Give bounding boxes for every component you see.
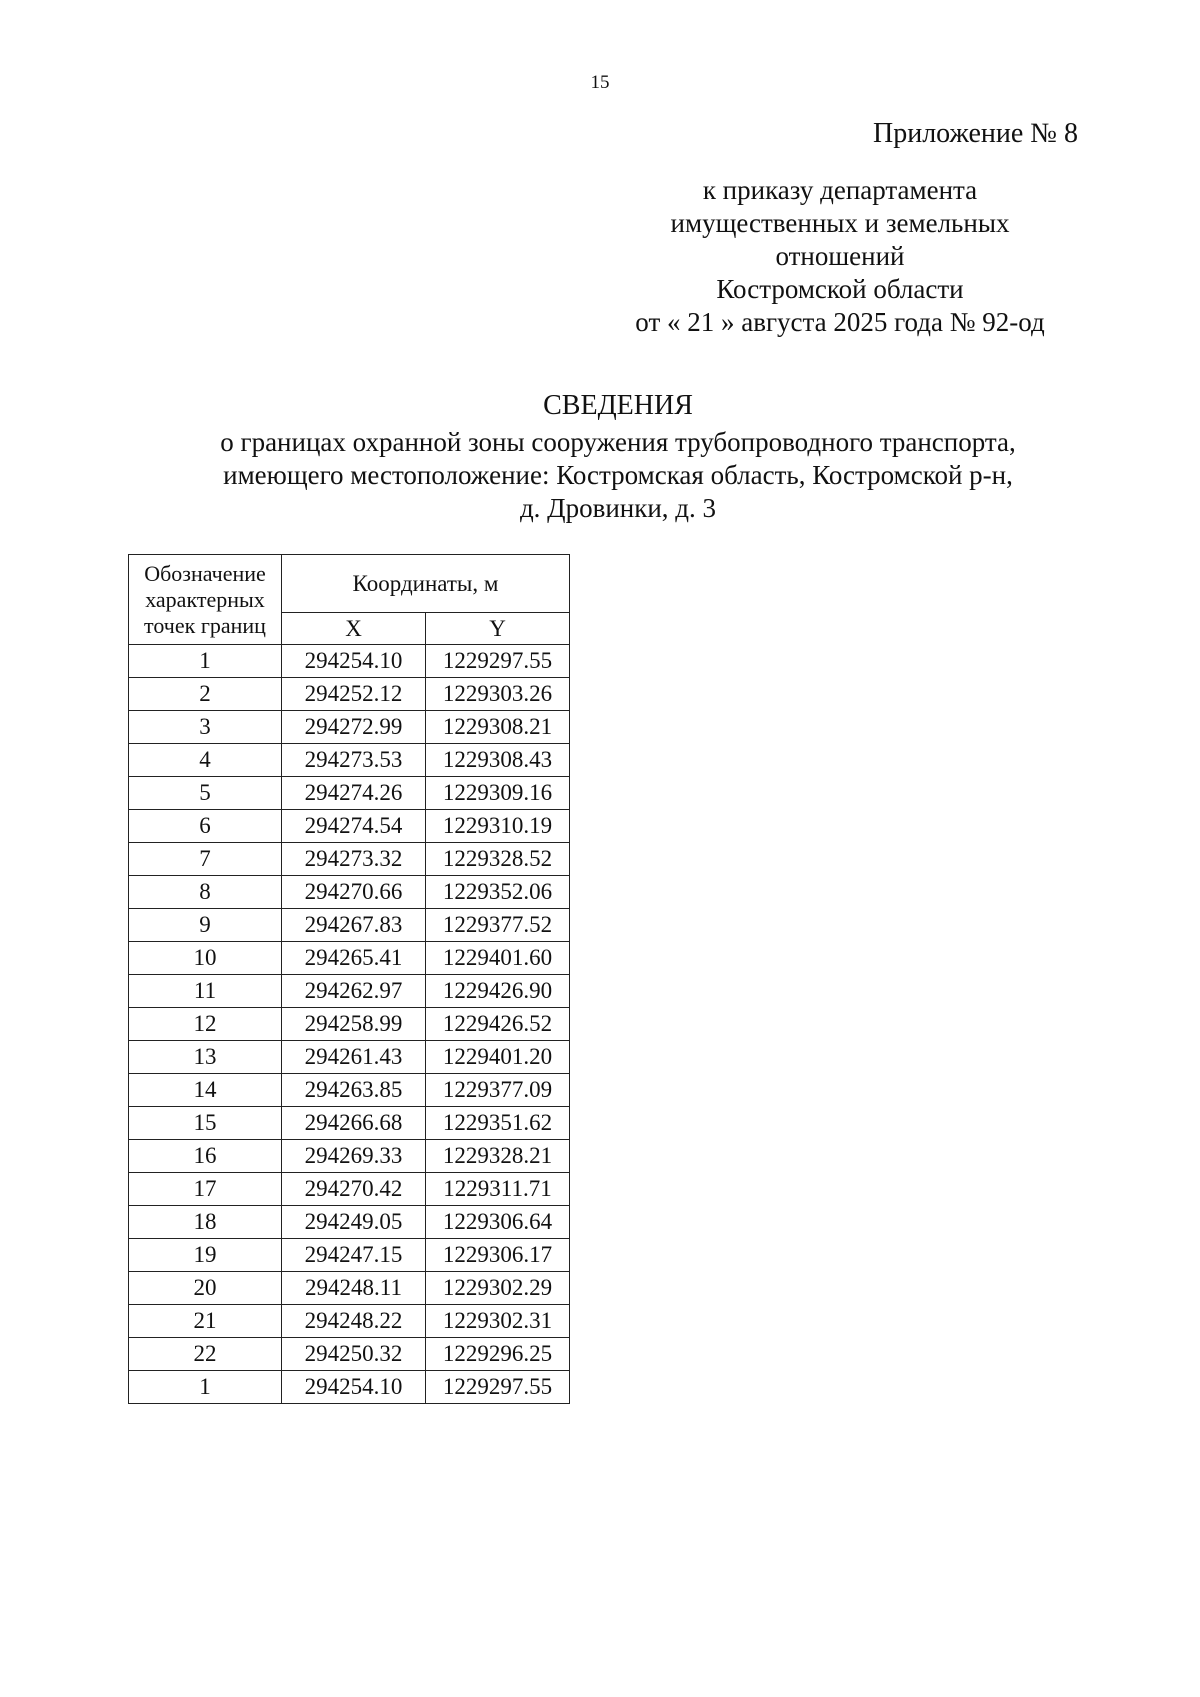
x-coordinate-cell: 294254.10 xyxy=(282,1371,426,1404)
x-coordinate-cell: 294270.66 xyxy=(282,876,426,909)
designation-header-line: характерных xyxy=(145,586,265,612)
point-number-cell: 22 xyxy=(129,1338,282,1371)
table-row xyxy=(129,1239,570,1272)
y-header: Y xyxy=(426,613,570,645)
x-coordinate-cell: 294269.33 xyxy=(282,1140,426,1173)
point-number-cell: 11 xyxy=(129,975,282,1008)
y-coordinate-cell: 1229306.64 xyxy=(426,1206,570,1239)
page-number: 15 xyxy=(590,72,610,93)
point-number-cell: 13 xyxy=(129,1041,282,1074)
order-line: имущественных и земельных xyxy=(670,208,1010,238)
table-row xyxy=(129,942,570,975)
y-coordinate-cell: 1229351.62 xyxy=(426,1107,570,1140)
table-row xyxy=(129,1206,570,1239)
point-number-cell: 17 xyxy=(129,1173,282,1206)
point-number-cell: 18 xyxy=(129,1206,282,1239)
y-coordinate-cell: 1229401.20 xyxy=(426,1041,570,1074)
y-coordinate-cell: 1229308.43 xyxy=(426,744,570,777)
table-row xyxy=(129,744,570,777)
table-row xyxy=(129,1041,570,1074)
subtitle-line: имеющего местоположение: Костромская область, Костромской р-н, xyxy=(223,460,1013,490)
designation-header-line: точек границ xyxy=(144,612,266,638)
table-row xyxy=(129,1173,570,1206)
table-row xyxy=(129,645,570,678)
point-number-cell: 1 xyxy=(129,645,282,678)
point-number-cell: 6 xyxy=(129,810,282,843)
x-coordinate-cell: 294273.32 xyxy=(282,843,426,876)
point-number-cell: 20 xyxy=(129,1272,282,1305)
order-line: к приказу департамента xyxy=(702,175,978,205)
x-coordinate-cell: 294265.41 xyxy=(282,942,426,975)
table-row xyxy=(129,1140,570,1173)
x-header: X xyxy=(282,613,426,645)
point-number-cell: 3 xyxy=(129,711,282,744)
y-coordinate-cell: 1229328.52 xyxy=(426,843,570,876)
y-coordinate-cell: 1229308.21 xyxy=(426,711,570,744)
table-row xyxy=(129,777,570,810)
table-row xyxy=(129,1338,570,1371)
table-row xyxy=(129,1371,570,1404)
y-coordinate-cell: 1229426.90 xyxy=(426,975,570,1008)
table-row xyxy=(129,678,570,711)
table-row xyxy=(129,711,570,744)
table-row xyxy=(129,1305,570,1338)
y-coordinate-cell: 1229401.60 xyxy=(426,942,570,975)
point-number-cell: 12 xyxy=(129,1008,282,1041)
point-number-cell: 21 xyxy=(129,1305,282,1338)
x-coordinate-cell: 294248.11 xyxy=(282,1272,426,1305)
point-number-cell: 8 xyxy=(129,876,282,909)
order-reference xyxy=(600,174,1080,339)
x-coordinate-cell: 294273.53 xyxy=(282,744,426,777)
designation-header xyxy=(129,555,282,645)
y-coordinate-cell: 1229306.17 xyxy=(426,1239,570,1272)
document-heading: СВЕДЕНИЯ xyxy=(543,390,693,421)
x-coordinate-cell: 294247.15 xyxy=(282,1239,426,1272)
table-body xyxy=(129,645,570,1404)
table-row xyxy=(129,909,570,942)
x-coordinate-cell: 294252.12 xyxy=(282,678,426,711)
subtitle-line: д. Дровинки, д. 3 xyxy=(519,493,717,523)
subtitle-line: о границах охранной зоны сооружения трубопроводного транспорта, xyxy=(220,427,1016,457)
y-coordinate-cell: 1229377.09 xyxy=(426,1074,570,1107)
point-number-cell: 4 xyxy=(129,744,282,777)
y-coordinate-cell: 1229310.19 xyxy=(426,810,570,843)
x-coordinate-cell: 294274.26 xyxy=(282,777,426,810)
x-coordinate-cell: 294272.99 xyxy=(282,711,426,744)
point-number-cell: 16 xyxy=(129,1140,282,1173)
table-row xyxy=(129,1074,570,1107)
point-number-cell: 10 xyxy=(129,942,282,975)
table-row xyxy=(129,1272,570,1305)
x-coordinate-cell: 294263.85 xyxy=(282,1074,426,1107)
x-coordinate-cell: 294261.43 xyxy=(282,1041,426,1074)
coordinates-table xyxy=(128,554,570,1404)
x-coordinate-cell: 294262.97 xyxy=(282,975,426,1008)
y-coordinate-cell: 1229311.71 xyxy=(426,1173,570,1206)
x-coordinate-cell: 294254.10 xyxy=(282,645,426,678)
y-coordinate-cell: 1229309.16 xyxy=(426,777,570,810)
x-coordinate-cell: 294267.83 xyxy=(282,909,426,942)
x-coordinate-cell: 294250.32 xyxy=(282,1338,426,1371)
table-row xyxy=(129,1008,570,1041)
x-coordinate-cell: 294274.54 xyxy=(282,810,426,843)
appendix-title: Приложение № 8 xyxy=(873,118,1078,149)
point-number-cell: 15 xyxy=(129,1107,282,1140)
table-row xyxy=(129,975,570,1008)
x-coordinate-cell: 294270.42 xyxy=(282,1173,426,1206)
y-coordinate-cell: 1229426.52 xyxy=(426,1008,570,1041)
table-row xyxy=(129,1107,570,1140)
point-number-cell: 5 xyxy=(129,777,282,810)
table-row xyxy=(129,876,570,909)
y-coordinate-cell: 1229297.55 xyxy=(426,1371,570,1404)
y-coordinate-cell: 1229377.52 xyxy=(426,909,570,942)
designation-header-line: Обозначение xyxy=(144,560,266,586)
x-coordinate-cell: 294266.68 xyxy=(282,1107,426,1140)
point-number-cell: 1 xyxy=(129,1371,282,1404)
x-coordinate-cell: 294258.99 xyxy=(282,1008,426,1041)
table-row xyxy=(129,810,570,843)
point-number-cell: 19 xyxy=(129,1239,282,1272)
x-coordinate-cell: 294249.05 xyxy=(282,1206,426,1239)
coordinates-header: Координаты, м xyxy=(282,555,570,613)
y-coordinate-cell: 1229303.26 xyxy=(426,678,570,711)
y-coordinate-cell: 1229297.55 xyxy=(426,645,570,678)
y-coordinate-cell: 1229328.21 xyxy=(426,1140,570,1173)
x-coordinate-cell: 294248.22 xyxy=(282,1305,426,1338)
y-coordinate-cell: 1229352.06 xyxy=(426,876,570,909)
point-number-cell: 9 xyxy=(129,909,282,942)
y-coordinate-cell: 1229296.25 xyxy=(426,1338,570,1371)
table-row xyxy=(129,843,570,876)
order-line: отношений xyxy=(775,241,905,271)
order-line: от « 21 » августа 2025 года № 92-од xyxy=(635,307,1045,337)
point-number-cell: 2 xyxy=(129,678,282,711)
document-subtitle xyxy=(150,426,1086,525)
y-coordinate-cell: 1229302.31 xyxy=(426,1305,570,1338)
y-coordinate-cell: 1229302.29 xyxy=(426,1272,570,1305)
point-number-cell: 7 xyxy=(129,843,282,876)
point-number-cell: 14 xyxy=(129,1074,282,1107)
order-line: Костромской области xyxy=(716,274,964,304)
